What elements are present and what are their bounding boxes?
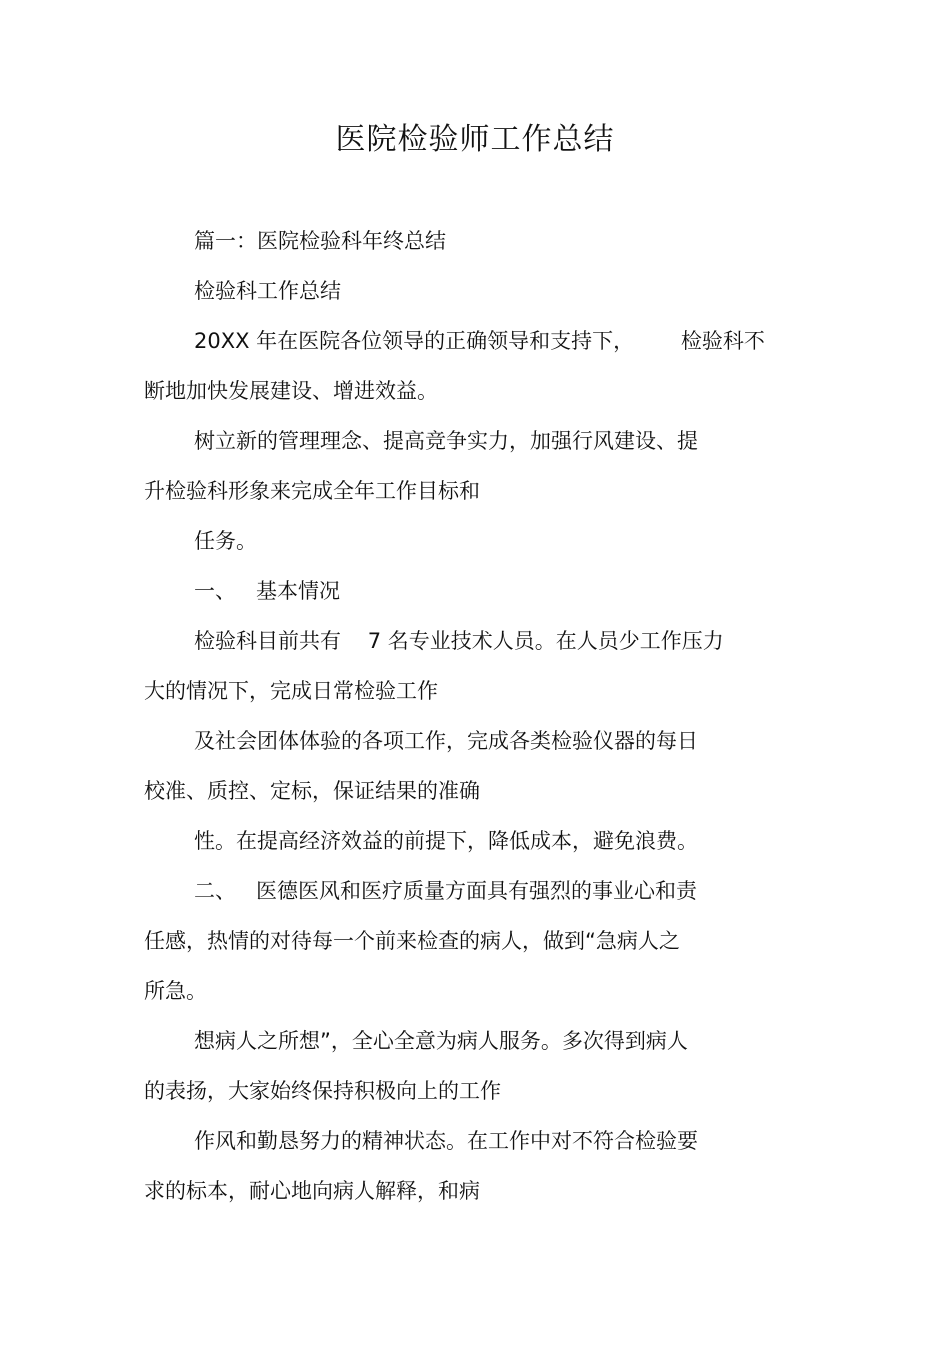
paragraph-line: 升检验科形象来完成全年工作目标和 <box>144 479 480 503</box>
paragraph-line: 所急。 <box>144 979 207 1003</box>
paragraph-line: 任感，热情的对待每一个前来检查的病人，做到“急病人之 <box>144 929 680 953</box>
section-heading: 一、 基本情况 <box>194 579 341 603</box>
paragraph-line: 及社会团体体验的各项工作，完成各类检验仪器的每日 <box>194 729 698 753</box>
document-title: 医院检验师工作总结 <box>335 122 615 157</box>
paragraph-line: 断地加快发展建设、增进效益。 <box>144 379 438 403</box>
paragraph-line: 校准、质控、定标，保证结果的准确 <box>144 779 480 803</box>
paragraph-line: 20XX 年在医院各位领导的正确领导和支持下， 检验科不 <box>194 329 765 353</box>
paragraph-line: 作风和勤恳努力的精神状态。在工作中对不符合检验要 <box>194 1129 698 1153</box>
paragraph-line: 求的标本，耐心地向病人解释，和病 <box>144 1179 480 1203</box>
section-heading: 二、 医德医风和医疗质量方面具有强烈的事业心和责 <box>194 879 698 903</box>
paragraph-line: 树立新的管理理念、提高竞争实力，加强行风建设、提 <box>194 429 698 453</box>
paragraph-line: 的表扬，大家始终保持积极向上的工作 <box>144 1079 501 1103</box>
paragraph-line: 任务。 <box>194 529 257 553</box>
paragraph-line: 检验科目前共有 7 名专业技术人员。在人员少工作压力 <box>194 629 724 653</box>
paragraph-line: 检验科工作总结 <box>194 279 341 303</box>
paragraph-line: 篇一：医院检验科年终总结 <box>194 229 446 253</box>
paragraph-line: 性。在提高经济效益的前提下，降低成本，避免浪费。 <box>194 829 698 853</box>
paragraph-line: 想病人之所想”，全心全意为病人服务。多次得到病人 <box>194 1029 688 1053</box>
paragraph-line: 大的情况下，完成日常检验工作 <box>144 679 438 703</box>
